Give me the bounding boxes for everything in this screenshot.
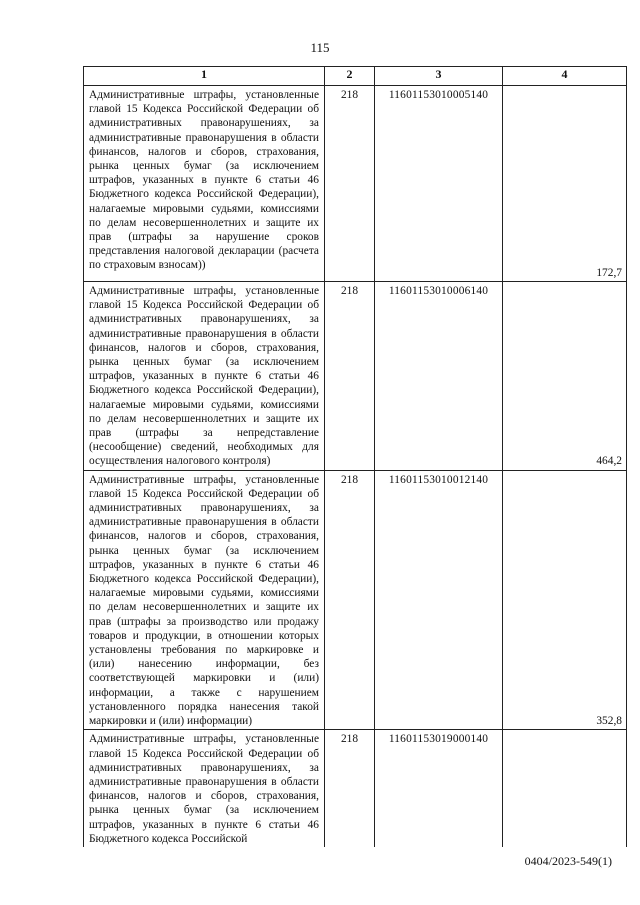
table-row — [84, 86, 627, 282]
document-code: 0404/2023-549(1) — [524, 854, 612, 868]
amount-value: 352,8 — [596, 715, 622, 728]
column-header-amount: 4 — [503, 67, 627, 86]
revenue-description: Административные штрафы, установленные главой 15 Кодекса Российской Федерации об административных правонарушениях, за административные правонарушения в области финансов, налогов и сборов, страхования, рынка ценных бумаг (за исключением штрафов, указанных в пункте 6 статьи 46 Бюджетного кодекса Российской Федерации), налагаемые мировыми судьями, комиссиями по делам несовершеннолетних и защите их прав (штрафы за нарушение сроков представления налоговой декларации (расчета по страховым взносам)) — [84, 86, 325, 282]
table-header-row — [84, 67, 627, 86]
admin-code: 218 — [325, 282, 375, 471]
column-header-admin-code: 2 — [325, 67, 375, 86]
amount-value: 172,7 — [596, 266, 622, 279]
admin-code: 218 — [325, 730, 375, 847]
kbk-code: 11601153010012140 — [375, 470, 503, 730]
revenue-description: Административные штрафы, установленные главой 15 Кодекса Российской Федерации об административных правонарушениях, за административные правонарушения в области финансов, налогов и сборов, страхования, рынка ценных бумаг (за исключением штрафов, указанных в пункте 6 статьи 46 Бюджетного кодекса Российской Федерации), налагаемые мировыми судьями, комиссиями по делам несовершеннолетних и защите их прав (штрафы за непредставление (несообщение) сведений, необходимых для осуществления налогового контроля) — [84, 282, 325, 471]
amount-value: 464,2 — [596, 455, 622, 468]
table-row — [84, 730, 627, 847]
revenue-description: Административные штрафы, установленные главой 15 Кодекса Российской Федерации об административных правонарушениях, за административные правонарушения в области финансов, налогов и сборов, страхования, рынка ценных бумаг (за исключением штрафов, указанных в пункте 6 статьи 46 Бюджетного кодекса Российской Федерации), налагаемые мировыми судьями, комиссиями по делам несовершеннолетних и защите их прав (штрафы за производство или продажу товаров и продукции, в отношении которых установлены требования по маркировке и (или) нанесению информации, без соответствующей маркировки и (или) информации, а также с нарушением установленного порядка нанесения такой маркировки и (или) информации) — [84, 470, 325, 730]
page-number: 115 — [310, 40, 330, 55]
table-row — [84, 282, 627, 471]
column-header-kbk: 3 — [375, 67, 503, 86]
kbk-code: 11601153010006140 — [375, 282, 503, 471]
kbk-code: 11601153010005140 — [375, 86, 503, 282]
table-row — [84, 470, 627, 730]
admin-code: 218 — [325, 470, 375, 730]
revenue-description: Административные штрафы, установленные главой 15 Кодекса Российской Федерации об административных правонарушениях, за административные правонарушения в области финансов, налогов и сборов, страхования, рынка ценных бумаг (за исключением штрафов, указанных в пункте 6 статьи 46 Бюджетного кодекса Российской — [84, 730, 325, 847]
kbk-code: 11601153019000140 — [375, 730, 503, 847]
admin-code: 218 — [325, 86, 375, 282]
column-header-description: 1 — [84, 67, 325, 86]
budget-revenue-table — [83, 66, 627, 847]
